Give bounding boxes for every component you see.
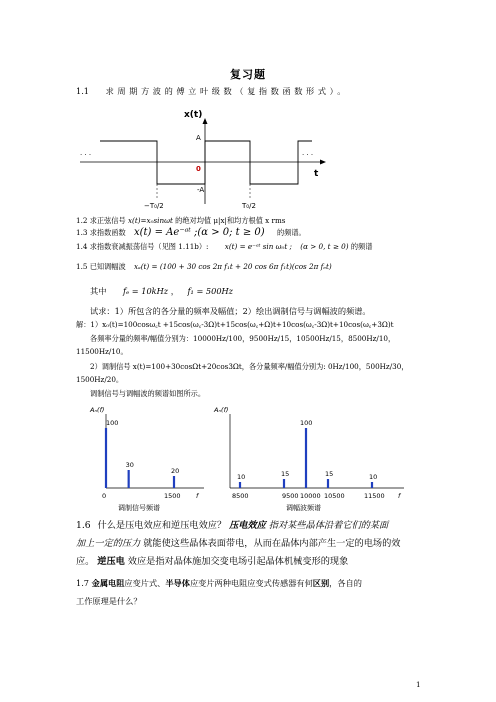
spec1-y-label: Aₙ(f): [90, 406, 105, 414]
text-1: 应变片式、: [124, 578, 166, 588]
task-line: 试求：1）所包含的各分量的频率及幅值；2）绘出调制信号与调幅波的频谱。: [90, 306, 371, 316]
question-1-6-line-2: [76, 538, 400, 550]
question-1-6-line-3: [76, 556, 348, 568]
question-text: 求正弦信号: [89, 216, 126, 225]
question-formula: x(t)=x₀sinωt: [127, 216, 173, 225]
solution-line-2: 各频率分量的频率/幅值分别为：10000Hz/100，9500Hz/15，10500Hz/15，8500Hz/10，: [90, 334, 396, 343]
spec1-tick-0: 0: [102, 492, 107, 500]
question-number: 1.3: [76, 228, 88, 237]
question-1-7: [76, 578, 362, 588]
term-difference: 区别: [312, 578, 330, 588]
solution-line-1: 解：1）x₀(t)=100cosω꜀t +15cos(ω꜀-3Ω)t+15cos(ω꜀+Ω)t+10cos(ω꜀-3Ω)t+10cos(ω꜀+3Ω)t: [76, 320, 394, 329]
answer-text-3: 应。: [76, 556, 95, 567]
spec2-bar-label-3: 15: [325, 470, 334, 478]
question-1-2: [76, 216, 285, 225]
handwritten-text-2: 加上一定的压力: [76, 538, 141, 549]
question-text: 已知调幅波: [89, 262, 126, 271]
question-tail: 的频谱。: [276, 228, 306, 237]
handwritten-text: 指对某些晶体沿着它们的某面: [268, 520, 389, 531]
question-number: 1.1: [76, 86, 90, 96]
y-axis-arrow-icon: [203, 118, 208, 124]
spec1-bar-label-2: 20: [171, 467, 180, 475]
spec2-bar-label-2: 100: [300, 419, 313, 427]
am-wave-spectrum: [212, 402, 412, 514]
term-metal-resistor: 金属电阻: [91, 578, 125, 588]
question-number: 1.2: [76, 216, 88, 225]
spec2-tick-8500: 8500: [232, 492, 249, 500]
spec2-bar-label-4: 10: [369, 473, 378, 481]
spec1-tick-1500: 1500: [164, 492, 181, 500]
modulating-signal-spectrum: [84, 402, 214, 514]
solution-line-6: 调制信号与调幅波的频谱如图所示。: [90, 389, 206, 398]
question-number: 1.6: [76, 520, 91, 531]
question-formula: x(t) = e⁻ᵃᵗ sin ω₀t ;: [224, 242, 292, 251]
solution-line-4: 2）调制信号 x(t)=100+30cosΩt+20cos3Ωt，各分量频率/幅值分别为: 0Hz/100，500Hz/30，: [90, 362, 409, 371]
question-text: 求指数衰减振荡信号（见图 1.11b）:: [89, 242, 209, 251]
page-number: 1: [416, 680, 421, 689]
term-semiconductor: 半导体: [165, 578, 190, 588]
text-3: ，各自的: [329, 578, 362, 588]
question-formula: x(t) = Ae⁻ᵃᵗ ;(α > 0; t ≥ 0): [133, 227, 265, 238]
amplitude-bottom-label: -A: [197, 186, 205, 194]
inverse-term: 逆压电: [97, 556, 125, 567]
question-text: 求指数函数: [89, 228, 126, 237]
question-1-7-line-2: 工作原理是什么？: [76, 596, 142, 606]
origin-label: 0: [196, 165, 201, 173]
where-label: 其中: [90, 286, 107, 296]
spec2-bar-label-1: 15: [281, 470, 290, 478]
carrier-frequency: fₑ = 10kHz: [123, 286, 169, 296]
spec1-x-label: f: [196, 492, 199, 500]
page-title: 复习题: [230, 68, 266, 81]
signal-frequency: f₁ = 500Hz: [187, 286, 233, 296]
answer-text: 就能使这些晶体表面带电，从而在晶体内部产生一定的电场的效: [143, 538, 401, 549]
spec2-x-label: f: [398, 492, 401, 500]
question-formula: xₐ(t) = (100 + 30 cos 2π f₁t + 20 cos 6π f₁t)(cos 2π fₑt): [133, 262, 332, 271]
waveform-line: [100, 141, 312, 184]
spec2-tick-10000: 10000: [300, 492, 321, 500]
question-number: 1.5: [76, 262, 88, 271]
spec2-tick-11500: 11500: [364, 492, 385, 500]
y-axis-label: x(t): [184, 110, 203, 120]
spec1-caption: 调制信号频谱: [118, 504, 160, 512]
spec1-bar-label-1: 30: [125, 461, 134, 469]
solution-line-5: 1500Hz/20。: [76, 375, 124, 384]
answer-text-4: 效应是指对晶体施加交变电场引起晶体机械变形的现象: [127, 556, 349, 567]
question-1-5: [76, 262, 332, 271]
where-line: [90, 286, 233, 296]
text-2: 应变片两种电阻应变式传感器有何: [189, 578, 313, 588]
question-tail: 的绝对均值 μ|x|和均方根值 x rms: [175, 216, 286, 225]
question-1-6: [76, 520, 388, 532]
pos-half-period-label: T₀/2: [242, 202, 256, 210]
question-text: 什么是压电效应和逆压电效应？: [97, 520, 227, 531]
spec1-bar-label-0: 100: [106, 419, 119, 427]
question-tail: 的频谱: [350, 242, 373, 251]
question-condition: (α > 0, t ≥ 0): [300, 242, 349, 251]
solution-line-3: 11500Hz/10。: [76, 347, 128, 356]
dots-right: · · ·: [302, 151, 314, 159]
neg-half-period-label: −T₀/2: [144, 202, 164, 210]
question-1-3: [76, 228, 306, 237]
question-text: 求周期方波的傅立叶级数（复指数函数形式）。: [105, 86, 350, 96]
x-axis-label: t: [314, 169, 319, 179]
dots-left: · · ·: [80, 151, 92, 159]
amplitude-top-label: A: [196, 134, 201, 142]
question-1-4: [76, 242, 372, 251]
square-wave-figure: [80, 104, 330, 214]
spec2-caption: 调幅波频谱: [286, 504, 321, 512]
spec2-tick-10500: 10500: [324, 492, 345, 500]
handwritten-term: 压电效应: [229, 520, 266, 531]
question-number: 1.7: [76, 578, 90, 588]
question-1-1: [76, 86, 349, 96]
where-separator: ，: [170, 286, 179, 296]
spec2-tick-9500: 9500: [282, 492, 299, 500]
spec2-bar-label-0: 10: [237, 473, 246, 481]
spec2-y-label: Aₙ(f): [214, 406, 229, 414]
question-number: 1.4: [76, 242, 88, 251]
x-axis-arrow-icon: [320, 160, 326, 165]
